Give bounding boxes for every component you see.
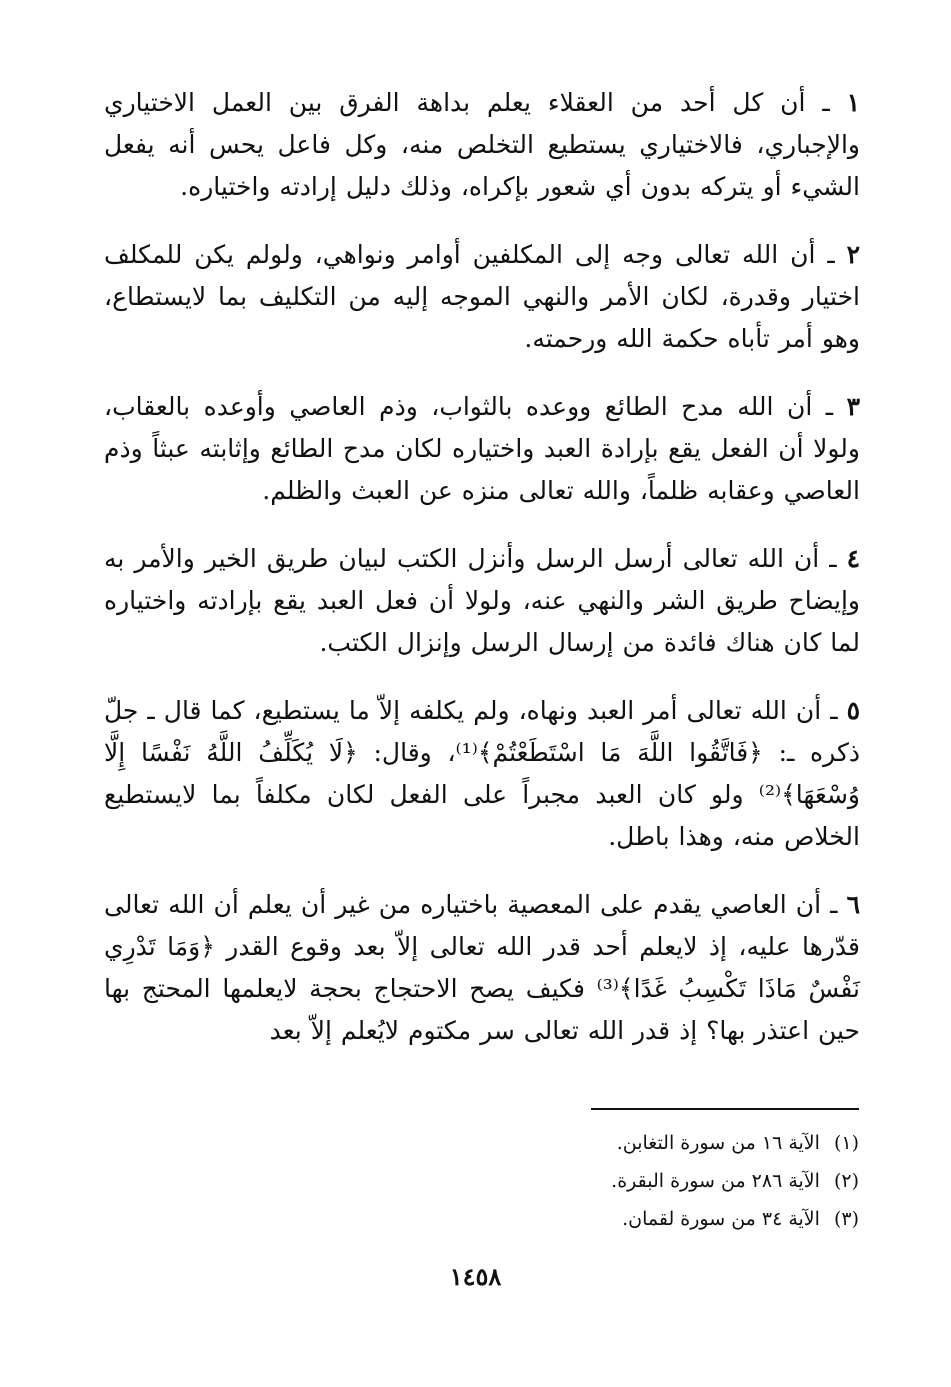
footnote-divider bbox=[591, 1108, 859, 1110]
paragraph-number: ٣ bbox=[846, 392, 860, 421]
footnote-number: (٢) bbox=[833, 1170, 859, 1192]
paragraph-number: ٥ bbox=[846, 696, 861, 725]
footnote-1 bbox=[259, 1124, 859, 1162]
footnote-text: الآية ١٦ من سورة التغابن. bbox=[616, 1132, 820, 1154]
paragraph-number: ١ bbox=[846, 88, 860, 117]
paragraph-number: ٤ bbox=[846, 544, 860, 573]
footnote-text: الآية ٢٨٦ من سورة البقرة. bbox=[611, 1170, 820, 1192]
paragraph-6: ٦ ـ أن العاصي يقدم على المعصية باختياره من غير أن يعلم أن الله تعالى قدّرها عليه، إذ لايعلم أحد قدر الله تعالى إلاّ بعد وقوع القدر ﴿وَمَا تَدْرِي نَفْسٌ مَاذَا تَكْسِبُ غَدًا﴾⁽³⁾ فكيف يصح الاحتجاج بحجة لايعلمها المحتج بها حين اعتذر بها؟ إذ قدر الله تعالى سر مكتوم لايُعلم إلاّ بعد bbox=[104, 890, 861, 1045]
footnote-2 bbox=[259, 1162, 859, 1200]
main-text bbox=[104, 82, 860, 1078]
footnote-text: الآية ٣٤ من سورة لقمان. bbox=[622, 1208, 820, 1230]
paragraph-number: ٦ bbox=[846, 890, 861, 919]
footnote-number: (١) bbox=[833, 1132, 859, 1154]
paragraph-text: أن الله تعالى أمر العبد ونهاه، ولم يكلفه إلاّ ما يستطيع، كما قال ـ جلّ ذكره ـ: ﴿فَاتَّقُوا اللَّهَ مَا اسْتَطَعْتُمْ﴾⁽¹⁾، وقال: ﴿لَا يُكَلِّفُ اللَّهُ نَفْسًا إِلَّا وُسْعَهَا﴾⁽²⁾ ولو كان العبد مجبراً على الفعل لكان مكلفاً بما لايستطيع الخلاص منه، وهذا باطل. bbox=[104, 696, 860, 851]
paragraph-5: ٥ ـ أن الله تعالى أمر العبد ونهاه، ولم يكلفه إلاّ ما يستطيع، كما قال ـ جلّ ذكره ـ: ﴿فَاتَّقُوا اللَّهَ مَا اسْتَطَعْتُمْ﴾⁽¹⁾، وقال: ﴿لَا يُكَلِّفُ اللَّهُ نَفْسًا إِلَّا وُسْعَهَا﴾⁽²⁾ ولو كان العبد مجبراً على الفعل لكان مكلفاً بما لايستطيع الخلاص منه، وهذا باطل. bbox=[104, 696, 861, 851]
paragraph-text: أن الله مدح الطائع ووعده بالثواب، وذم العاصي وأوعده بالعقاب، ولولا أن الفعل يقع بإرادة العبد واختياره لكان مدح الطائع وإثابته عبثاً وذم العاصي وعقابه ظلماً، والله تعالى منزه عن العبث والظلم. bbox=[104, 392, 860, 505]
paragraph-text: أن العاصي يقدم على المعصية باختياره من غير أن يعلم أن الله تعالى قدّرها عليه، إذ لايعلم أحد قدر الله تعالى إلاّ بعد وقوع القدر ﴿وَمَا تَدْرِي نَفْسٌ مَاذَا تَكْسِبُ غَدًا﴾⁽³⁾ فكيف يصح الاحتجاج بحجة لايعلمها المحتج بها حين اعتذر بها؟ إذ قدر الله تعالى سر مكتوم لايُعلم إلاّ بعد bbox=[104, 890, 860, 1045]
footnotes bbox=[259, 1124, 859, 1238]
paragraph-1: ١ ـ أن كل أحد من العقلاء يعلم بداهة الفرق بين العمل الاختياري والإجباري، فالاختياري يستطيع التخلص منه، وكل فاعل يحس أنه يفعل الشيء أو يتركه بدون أي شعور بإكراه، وذلك دليل إرادته واختياره. bbox=[104, 88, 860, 201]
paragraph-2: ٢ ـ أن الله تعالى وجه إلى المكلفين أوامر ونواهي، ولولم يكن للمكلف اختيار وقدرة، لكان الأمر والنهي الموجه إليه من التكليف بما لايستطاع، وهو أمر تأباه حكمة الله ورحمته. bbox=[104, 240, 860, 353]
page-number: ١٤٥٨ bbox=[449, 1262, 502, 1291]
footnote-3 bbox=[259, 1200, 859, 1238]
paragraph-number: ٢ bbox=[846, 240, 860, 269]
paragraph-4: ٤ ـ أن الله تعالى أرسل الرسل وأنزل الكتب لبيان طريق الخير والأمر به وإيضاح طريق الشر والنهي عنه، ولولا أن فعل العبد يقع بإرادته واختياره لما كان هناك فائدة من إرسال الرسل وإنزال الكتب. bbox=[104, 544, 860, 657]
paragraph-3: ٣ ـ أن الله مدح الطائع ووعده بالثواب، وذم العاصي وأوعده بالعقاب، ولولا أن الفعل يقع بإرادة العبد واختياره لكان مدح الطائع وإثابته عبثاً وذم العاصي وعقابه ظلماً، والله تعالى منزه عن العبث والظلم. bbox=[104, 392, 860, 505]
paragraph-text: أن الله تعالى وجه إلى المكلفين أوامر ونواهي، ولولم يكن للمكلف اختيار وقدرة، لكان الأمر والنهي الموجه إليه من التكليف بما لايستطاع، وهو أمر تأباه حكمة الله ورحمته. bbox=[104, 240, 860, 353]
footnote-number: (٣) bbox=[833, 1208, 859, 1230]
paragraph-text: أن الله تعالى أرسل الرسل وأنزل الكتب لبيان طريق الخير والأمر به وإيضاح طريق الشر والنهي عنه، ولولا أن فعل العبد يقع بإرادته واختياره لما كان هناك فائدة من إرسال الرسل وإنزال الكتب. bbox=[104, 544, 860, 657]
paragraph-text: أن كل أحد من العقلاء يعلم بداهة الفرق بين العمل الاختياري والإجباري، فالاختياري يستطيع التخلص منه، وكل فاعل يحس أنه يفعل الشيء أو يتركه بدون أي شعور بإكراه، وذلك دليل إرادته واختياره. bbox=[104, 88, 860, 201]
